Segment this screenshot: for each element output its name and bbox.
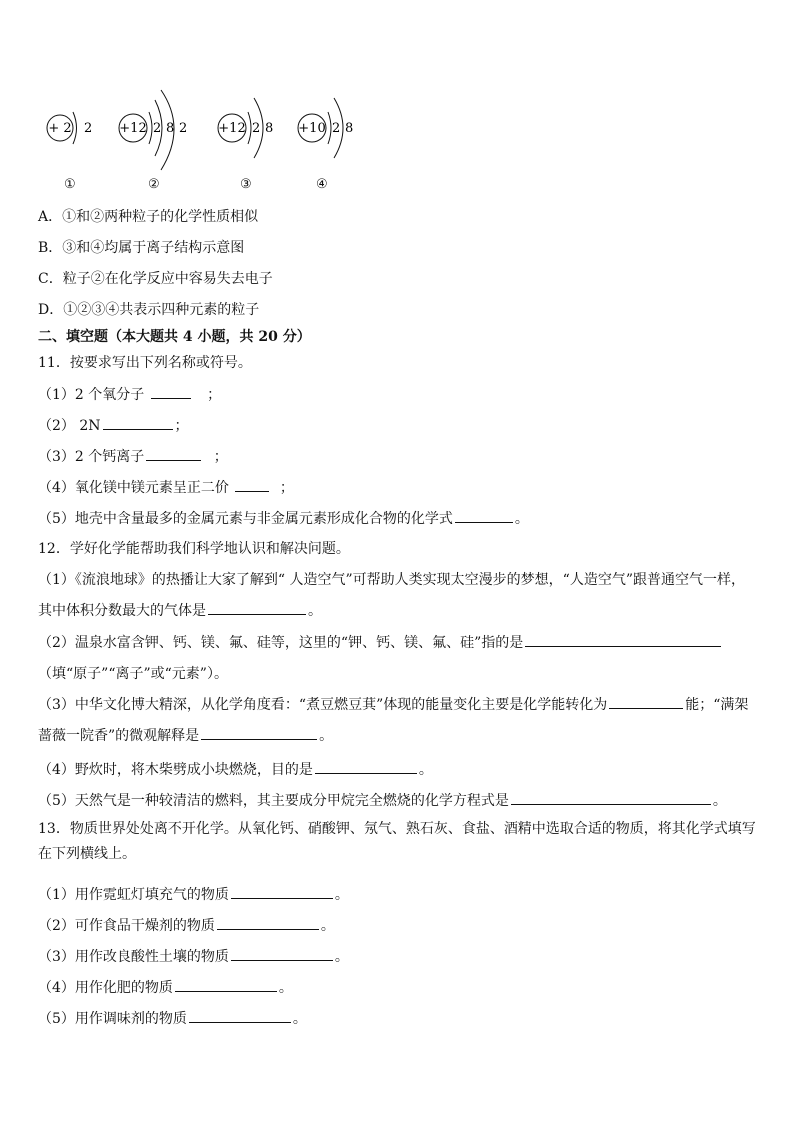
q12-part3-end: 。	[319, 728, 334, 744]
q12-part4-text: （4）野炊时，将木柴劈成小块燃烧，目的是	[38, 762, 313, 778]
atom-label-4: ④	[316, 177, 328, 192]
q12-part3	[38, 690, 756, 752]
shell-label: 2	[332, 121, 341, 136]
q13-part5-text: （5）用作调味剂的物质	[38, 1011, 187, 1027]
nucleus-label: +12	[119, 121, 147, 136]
answer-blank[interactable]	[208, 600, 306, 615]
section-heading: 二、填空题（本大题共 4 小题，共 20 分）	[38, 329, 311, 345]
option-c: C．粒子②在化学反应中容易失去电子	[38, 271, 273, 287]
answer-blank[interactable]	[315, 759, 417, 774]
q13-stem: 13．物质世界处处离不开化学。从氧化钙、硝酸钾、氖气、熟石灰、食盐、酒精中选取合适的物质，将其化学式填写在下列横线上。	[38, 821, 756, 862]
q12-part4-end: 。	[418, 762, 433, 778]
option-b: B．③和④均属于离子结构示意图	[38, 240, 245, 256]
q11-stem: 11．按要求写出下列名称或符号。	[38, 355, 252, 371]
atom-label-2: ②	[148, 177, 160, 192]
answer-blank[interactable]	[231, 946, 333, 961]
q13-part1	[38, 884, 349, 905]
shell-label: 2	[84, 121, 93, 136]
q13-part3-end: 。	[334, 949, 349, 965]
q12-part2-end: （填“原子”“离子”或“元素”）。	[38, 666, 228, 682]
atom-diagram-3	[216, 96, 286, 166]
q13-part5-end: 。	[292, 1011, 307, 1027]
q12-part3-text: （3）中华文化博大精深，从化学角度看：“煮豆燃豆萁”体现的能量变化主要是化学能转化为	[38, 697, 608, 713]
nucleus-label: +12	[218, 121, 246, 136]
q12-part5-end: 。	[712, 793, 727, 809]
q11-part4-text: （4）氧化镁中镁元素呈正二价	[38, 480, 229, 496]
q13-part3-text: （3）用作改良酸性土壤的物质	[38, 949, 229, 965]
shell-label: 2	[153, 121, 162, 136]
q12-part1-text: （1）《流浪地球》的热播让大家了解到“ 人造空气”可帮助人类实现太空漫步的梦想，“人造空气”跟普通空气一样，其中体积分数最大的气体是	[38, 572, 745, 619]
q12-part2-text: （2）温泉水富含钾、钙、镁、氟、硅等，这里的“钾、钙、镁、氟、硅”指的是	[38, 635, 524, 651]
q11-part4-end: ；	[279, 480, 294, 496]
option-d: D．①②③④共表示四种元素的粒子	[38, 302, 260, 318]
atom-label-1: ①	[64, 177, 76, 192]
q13-part2-end: 。	[320, 918, 335, 934]
atom-diagram-2	[117, 96, 197, 166]
answer-blank[interactable]	[217, 915, 319, 930]
q11-part5	[38, 508, 529, 529]
shell-label: 2	[252, 121, 261, 136]
shell-label: 2	[179, 121, 188, 136]
q11-part2-end: ；	[174, 418, 189, 434]
q11-part1-end: ；	[207, 387, 222, 403]
atom-diagram-4	[296, 96, 366, 166]
q13-part3	[38, 946, 349, 967]
q11-part5-end: 。	[514, 511, 529, 527]
q13-part1-end: 。	[334, 887, 349, 903]
answer-blank[interactable]	[609, 694, 683, 709]
q11-part1-text: （1）2 个氧分子	[38, 387, 145, 403]
option-a: A．①和②两种粒子的化学性质相似	[38, 209, 259, 225]
atom-diagram-1	[44, 96, 104, 166]
atom-label-3: ③	[240, 177, 252, 192]
answer-blank[interactable]	[103, 415, 173, 430]
q13-part5	[38, 1008, 307, 1029]
shell-label: 8	[166, 121, 175, 136]
answer-blank[interactable]	[511, 790, 711, 805]
answer-blank[interactable]	[146, 446, 201, 461]
q12-part5	[38, 790, 727, 811]
shell-label: 8	[345, 121, 354, 136]
answer-blank[interactable]	[455, 508, 513, 523]
q11-part4	[38, 477, 294, 498]
q11-part2-text: （2） 2N	[38, 418, 101, 434]
nucleus-label: + 2	[48, 121, 72, 136]
q12-part1	[38, 565, 756, 627]
q11-part3-text: （3）2 个钙离子	[38, 449, 145, 465]
q13-part4	[38, 977, 293, 998]
shell-label: 8	[265, 121, 274, 136]
q13-part2-text: （2）可作食品干燥剂的物质	[38, 918, 215, 934]
q12-part1-end: 。	[308, 603, 322, 619]
q12-stem: 12．学好化学能帮助我们科学地认识和解决问题。	[38, 541, 350, 557]
q12-part5-text: （5）天然气是一种较清洁的燃料，其主要成分甲烷完全燃烧的化学方程式是	[38, 793, 509, 809]
q11-part1	[38, 384, 221, 405]
q11-part5-text: （5）地壳中含量最多的金属元素与非金属元素形成化合物的化学式	[38, 511, 453, 527]
q12-part4	[38, 759, 433, 780]
answer-blank[interactable]	[235, 477, 269, 492]
q12-part3-mid: 能；“满架蔷薇一院香”的微观解释是	[38, 697, 749, 744]
nucleus-label: +10	[298, 121, 326, 136]
answer-blank[interactable]	[231, 884, 333, 899]
q12-part2	[38, 628, 756, 690]
q13-part2	[38, 915, 335, 936]
q13-part4-text: （4）用作化肥的物质	[38, 980, 173, 996]
q11-part2	[38, 415, 189, 436]
q11-part3	[38, 446, 228, 467]
answer-blank[interactable]	[525, 632, 721, 647]
answer-blank[interactable]	[151, 384, 191, 399]
q13-part4-end: 。	[278, 980, 293, 996]
q13-part1-text: （1）用作霓虹灯填充气的物质	[38, 887, 229, 903]
answer-blank[interactable]	[175, 977, 277, 992]
answer-blank[interactable]	[201, 725, 317, 740]
answer-blank[interactable]	[189, 1008, 291, 1023]
q11-part3-end: ；	[213, 449, 228, 465]
